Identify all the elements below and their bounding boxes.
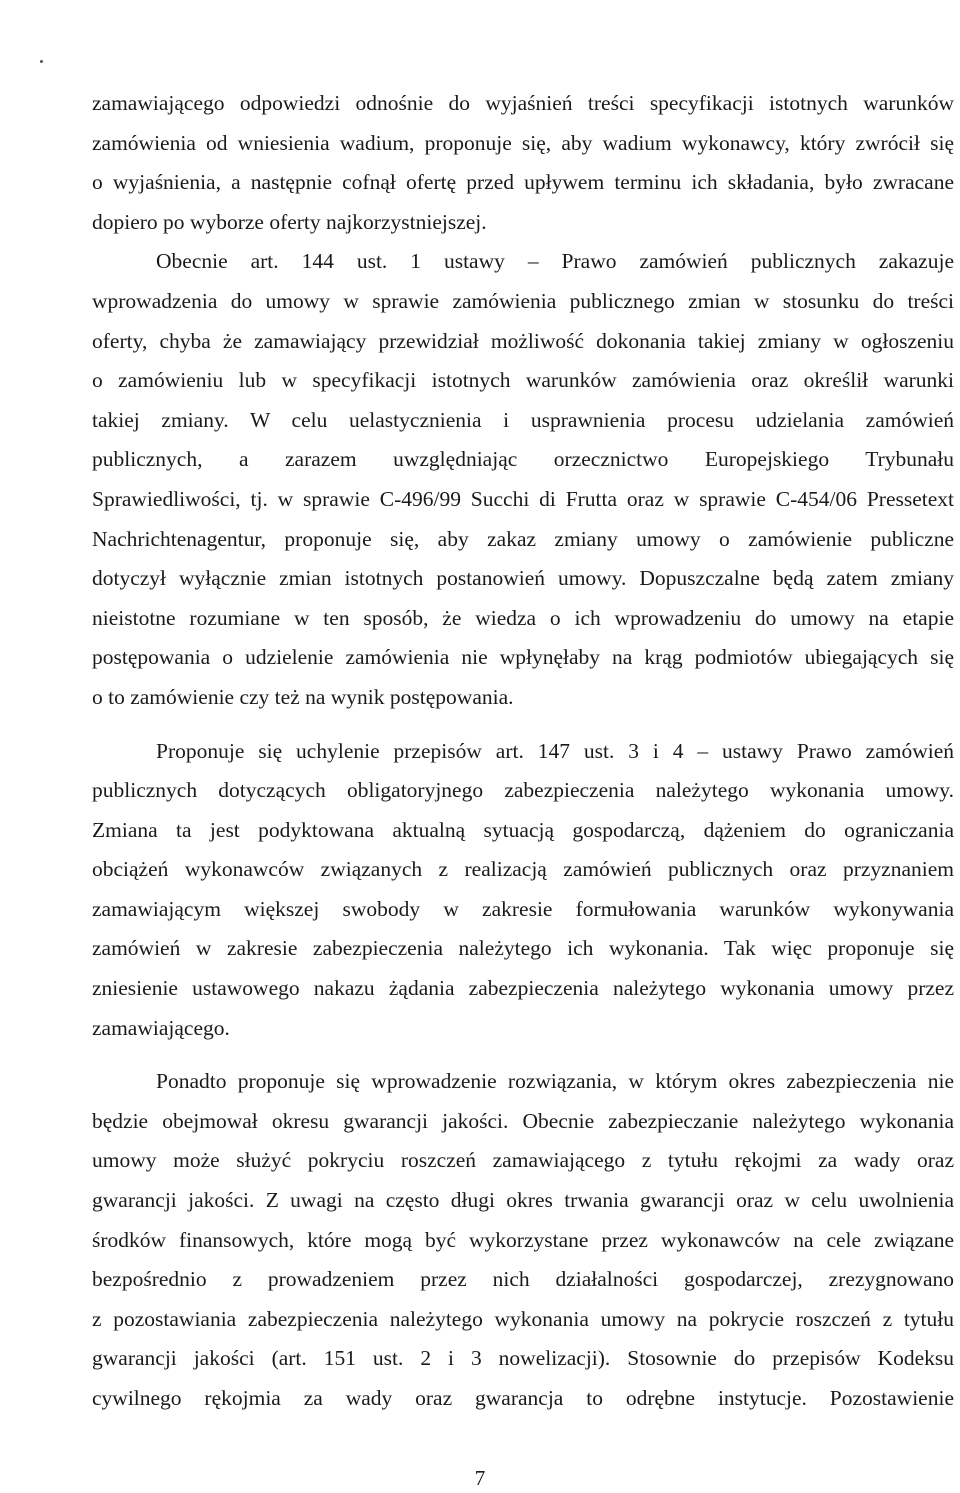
text-line: dopiero po wyborze oferty najkorzystniejszej. — [92, 209, 487, 234]
paragraph-gap — [92, 718, 954, 732]
text-line: bezpośrednio z prowadzeniem przez nich działalności gospodarczej, zrezygnowano — [92, 1267, 954, 1292]
paragraph-gap — [92, 1048, 954, 1062]
text-line: gwarancji jakości (art. 151 ust. 2 i 3 nowelizacji). Stosownie do przepisów Kodeksu — [92, 1346, 954, 1371]
text-line: Ponadto proponuje się wprowadzenie rozwiązania, w którym okres zabezpieczenia nie — [156, 1069, 954, 1094]
text-line: takiej zmiany. W celu uelastycznienia i usprawnienia procesu udzielania zamówień — [92, 407, 954, 432]
text-line: gwarancji jakości. Z uwagi na często długi okres trwania gwarancji oraz w celu uwolnienia — [92, 1188, 954, 1213]
text-line: umowy może służyć pokryciu roszczeń zamawiającego z tytułu rękojmi za wady oraz — [92, 1148, 954, 1173]
paragraph-2 — [92, 242, 954, 717]
text-line: Obecnie art. 144 ust. 1 ustawy – Prawo zamówień publicznych zakazuje — [156, 249, 954, 274]
text-line: obciążeń wykonawców związanych z realizacją zamówień publicznych oraz przyznaniem — [92, 857, 954, 882]
text-line: publicznych dotyczących obligatoryjnego zabezpieczenia należytego wykonania umowy. — [92, 778, 954, 803]
text-line: Sprawiedliwości, tj. w sprawie C-496/99 Succhi di Frutta oraz w sprawie C-454/06 Pressetext — [92, 486, 954, 511]
text-line: nieistotne rozumiane w ten sposób, że wiedza o ich wprowadzeniu do umowy na etapie — [92, 605, 954, 630]
document-body — [92, 84, 954, 1419]
text-line: o zamówieniu lub w specyfikacji istotnych warunków zamówienia oraz określił warunki — [92, 368, 954, 393]
text-line: zamawiającym większej swobody w zakresie formułowania warunków wykonywania — [92, 896, 954, 921]
text-line: postępowania o udzielenie zamówienia nie wpłynęłaby na krąg podmiotów ubiegających się — [92, 645, 954, 670]
text-line: Proponuje się uchylenie przepisów art. 147 ust. 3 i 4 – ustawy Prawo zamówień — [156, 738, 954, 763]
paragraph-4 — [92, 1062, 954, 1418]
text-line: zniesienie ustawowego nakazu żądania zabezpieczenia należytego wykonania umowy przez — [92, 976, 954, 1001]
text-line: z pozostawiania zabezpieczenia należytego wykonania umowy na pokrycie roszczeń z tytułu — [92, 1306, 954, 1331]
text-line: środków finansowych, które mogą być wykorzystane przez wykonawców na cele związane — [92, 1227, 954, 1252]
text-line: o wyjaśnienia, a następnie cofnął ofertę przed upływem terminu ich składania, było zwracane — [92, 170, 954, 195]
text-line: cywilnego rękojmia za wady oraz gwarancja to odrębne instytucje. Pozostawienie — [92, 1386, 954, 1410]
paragraph-3 — [92, 732, 954, 1049]
text-line: będzie obejmował okresu gwarancji jakości. Obecnie zabezpieczanie należytego wykonania — [92, 1108, 954, 1133]
text-line: publicznych, a zarazem uwzględniając orzecznictwo Europejskiego Trybunału — [92, 447, 954, 472]
text-line: Nachrichtenagentur, proponuje się, aby zakaz zmiany umowy o zamówienie publiczne — [92, 526, 954, 551]
text-line: wprowadzenia do umowy w sprawie zamówienia publicznego zmian w stosunku do treści — [92, 288, 954, 313]
text-line: zamawiającego odpowiedzi odnośnie do wyjaśnień treści specyfikacji istotnych warunków — [92, 91, 954, 115]
scan-mark — [40, 60, 43, 63]
text-line: o to zamówienie czy też na wynik postępowania. — [92, 684, 514, 709]
text-line: Zmiana ta jest podyktowana aktualną sytuacją gospodarczą, dążeniem do ograniczania — [92, 817, 954, 842]
text-line: zamówienia od wniesienia wadium, proponuje się, aby wadium wykonawcy, który zwrócił się — [92, 130, 954, 155]
paragraph-1 — [92, 84, 954, 242]
page-number: 7 — [474, 1466, 486, 1490]
text-line: dotyczył wyłącznie zmian istotnych postanowień umowy. Dopuszczalne będą zatem zmiany — [92, 566, 954, 591]
text-line: zamówień w zakresie zabezpieczenia należytego ich wykonania. Tak więc proponuje się — [92, 936, 954, 961]
text-line: zamawiającego. — [92, 1015, 230, 1040]
text-line: oferty, chyba że zamawiający przewidział możliwość dokonania takiej zmiany w ogłoszeniu — [92, 328, 954, 353]
